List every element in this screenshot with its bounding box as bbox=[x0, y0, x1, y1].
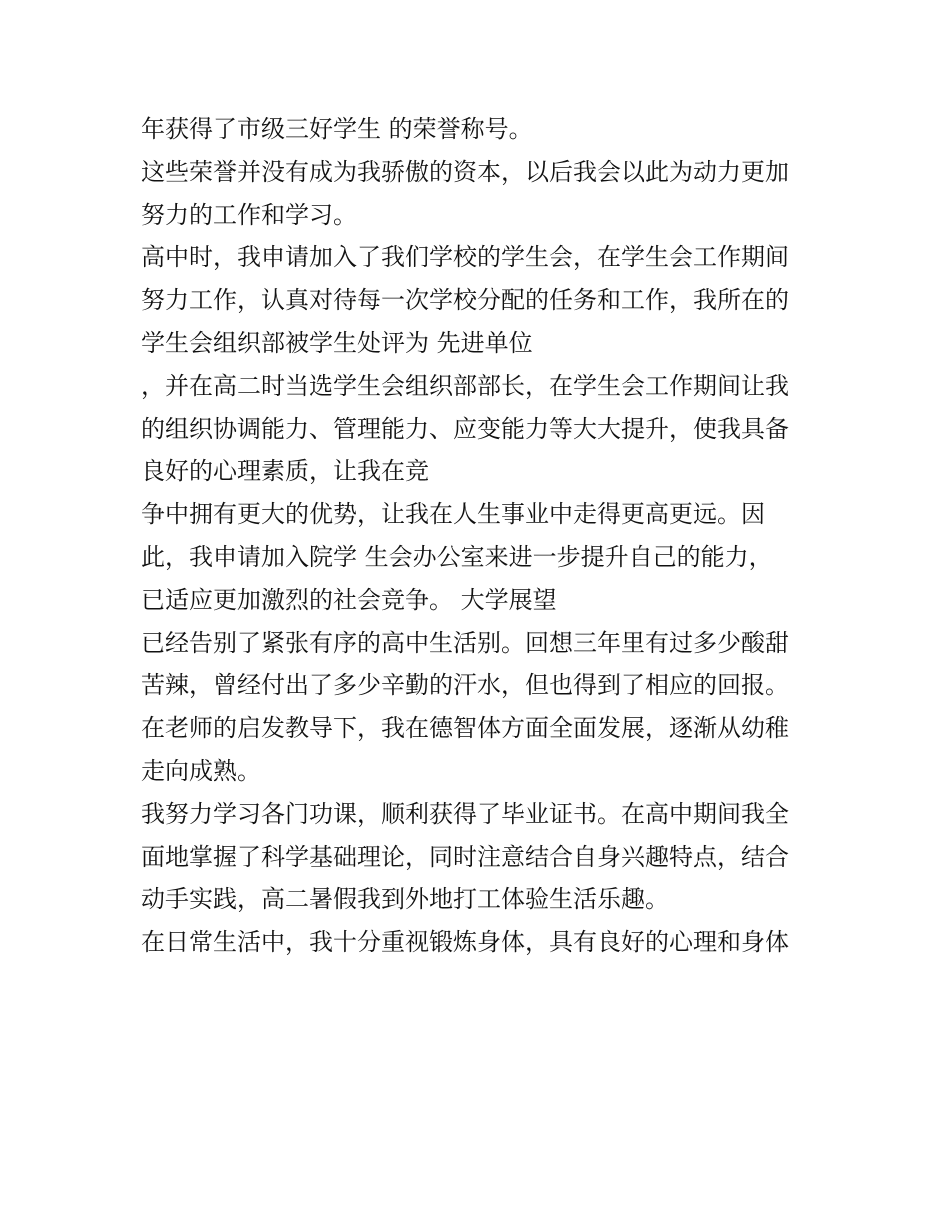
text-line: 此，我申请加入院学 生会办公室来进一步提升自己的能力， bbox=[141, 542, 773, 571]
text-line: 高中时，我申请加入了我们学校的学生会，在学生会工作期间 bbox=[141, 243, 789, 272]
text-line: 的组织协调能力、管理能力、应变能力等大大提升，使我具备 bbox=[141, 414, 789, 443]
text-line: ，并在高二时当选学生会组织部部长，在学生会工作期间让我 bbox=[141, 371, 789, 400]
text-line: 已适应更加激烈的社会竞争。 大学展望 bbox=[141, 585, 557, 614]
text-line: 争中拥有更大的优势，让我在人生事业中走得更高更远。因 bbox=[141, 500, 765, 529]
text-line: 努力工作，认真对待每一次学校分配的任务和工作，我所在的 bbox=[141, 286, 789, 315]
text-line: 学生会组织部被学生处评为 先进单位 bbox=[141, 328, 533, 357]
text-line: 在老师的启发教导下，我在德智体方面全面发展，逐渐从幼稚 bbox=[141, 714, 789, 743]
text-line: 动手实践，高二暑假我到外地打工体验生活乐趣。 bbox=[141, 885, 669, 914]
text-line: 面地掌握了科学基础理论，同时注意结合自身兴趣特点，结合 bbox=[141, 842, 789, 871]
text-line: 苦辣，曾经付出了多少辛勤的汗水，但也得到了相应的回报。 bbox=[141, 671, 789, 700]
text-line: 我努力学习各门功课，顺利获得了毕业证书。在高中期间我全 bbox=[141, 799, 789, 828]
text-line: 在日常生活中，我十分重视锻炼身体，具有良好的心理和身体 bbox=[141, 928, 789, 957]
text-line: 良好的心理素质，让我在竞 bbox=[141, 457, 429, 486]
text-line: 已经告别了紧张有序的高中生活别。回想三年里有过多少酸甜 bbox=[141, 628, 789, 657]
text-line: 这些荣誉并没有成为我骄傲的资本，以后我会以此为动力更加 bbox=[141, 157, 789, 186]
document-body bbox=[141, 108, 821, 964]
text-line: 走向成熟。 bbox=[141, 756, 261, 785]
text-line: 年获得了市级三好学生 的荣誉称号。 bbox=[141, 115, 533, 143]
text-line: 努力的工作和学习。 bbox=[141, 200, 357, 229]
